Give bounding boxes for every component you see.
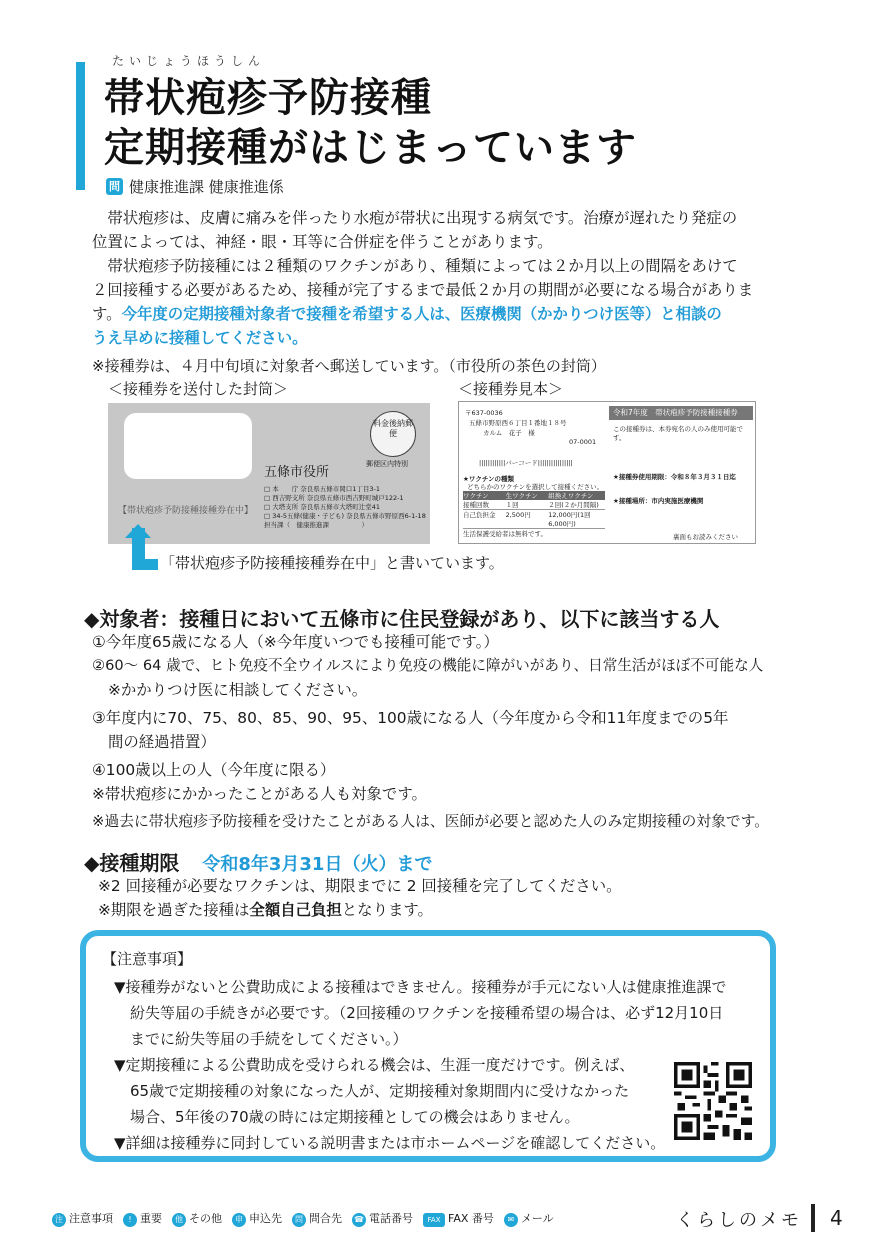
- qr-code-icon[interactable]: [674, 1062, 752, 1140]
- period-note: ※期限を過ぎた接種は全額自己負担となります。: [98, 901, 433, 919]
- intro-line: す。今年度の定期接種対象者で接種を希望する人は、医療機関（かかりつけ医等）と相談の: [92, 305, 722, 323]
- ticket-sample: [458, 401, 756, 544]
- arrow-note: 「帯状疱疹予防接種接種券在中」と書いています。: [160, 554, 504, 572]
- title-accent-bar: [76, 62, 85, 190]
- intro-paragraph: [92, 206, 782, 350]
- envelope-image: [108, 403, 430, 544]
- ticket-kinds: ★ワクチンの種類: [463, 475, 515, 483]
- legend-item: 注 注意事項: [52, 1210, 113, 1227]
- page-title-line1: 帯状疱疹予防接種: [104, 75, 432, 121]
- target-item: ①今年度65歳になる人（※今年度いつでも接種可能です。）: [92, 633, 499, 651]
- ticket-caption: ＜接種券見本＞: [458, 380, 564, 398]
- ticket-place: ★接種場所：市内実施医療機関: [613, 497, 704, 505]
- legend-item: 問 問合先: [292, 1210, 342, 1227]
- intro-line: ２回接種する必要があるため、接種が完了するまで最低２か月の期間が必要になる場合がありま: [92, 281, 754, 299]
- target-item: ④100歳以上の人（今年度に限る）: [92, 761, 336, 779]
- ticket-kinds-note: どちらかのワクチンを選択して接種ください。: [467, 483, 604, 491]
- postage-stamp: 料金後納郵便: [370, 411, 416, 457]
- target-item: ※帯状疱疹にかかったことがある人も対象です。: [92, 785, 427, 803]
- ticket-period: ★接種券使用期限：令和８年３月３１日迄: [613, 473, 736, 481]
- target-item: ②60～ 64 歳で、ヒト免疫不全ウイルスにより免疫の機能に障がいがあり、日常生活がほぼ不可能な人: [92, 657, 764, 674]
- envelope-office: 五條市役所: [264, 465, 330, 480]
- ticket-table: ワクチン 生ワクチン 組換えワクチン 接種回数 １回 ２回(２か月間隔) 自己負担金 2,500円 12,000円(1回 6,000円) 生活保護受給者は無料です。: [463, 491, 605, 538]
- arrow-foot: [132, 559, 158, 570]
- dept-label: 健康推進課 健康推進係: [129, 178, 284, 196]
- inquiry-icon: 問: [106, 178, 123, 195]
- legend-item: 申 申込先: [232, 1210, 282, 1227]
- notice-heading: 【注意事項】: [102, 950, 193, 968]
- title-ruby: たいじょうほうしん: [112, 54, 266, 68]
- contact-dept: [106, 176, 284, 197]
- ticket-back-note: 裏面もお読みください: [673, 533, 738, 541]
- period-note: ※2 回接種が必要なワクチンは、期限までに 2 回接種を完了してください。: [98, 877, 622, 895]
- envelope-inside-message: 【帯状疱疹予防接種接種券在中】: [118, 506, 254, 516]
- page-number: 4: [830, 1206, 843, 1230]
- ticket-name: カルム 花子 様: [483, 429, 535, 437]
- ticket-barcode: ||||||||||||バーコード||||||||||||||||: [479, 459, 573, 467]
- ticket-number: 07-0001: [569, 438, 597, 446]
- ticket-desc: この接種券は、本券宛名の人のみ使用可能です。: [613, 425, 743, 442]
- intro-line: 帯状疱疹予防接種には２種類のワクチンがあり、種類によっては２か月以上の間隔をあけて: [92, 257, 738, 275]
- intro-line: うえ早めに接種してください。: [92, 329, 308, 347]
- period-heading: ◆接種期限 令和8年3月31日（火）まで: [84, 851, 433, 875]
- notice-items: ▼接種券がないと公費助成による接種はできません。接種券が手元にない人は健康推進課で 紛失等届の手続きが必要です。（2回接種のワクチンを接種希望の場合は、必ず12月10日 までに紛失等届の手続をしてください。） ▼定期接種による公費助成を受けられる機会は、生涯一度だけです。例えば、 65歳で定期接種の対象になった人が、定期接種対象期間内に受けなかった 場合、5年後の70歳の時には定期接種としての機会はありません。 ▼詳細は接種券に同封している説明書または市ホームページを確認してください。: [114, 978, 727, 1152]
- target-item: 間の経過措置）: [108, 733, 216, 751]
- period-date: 令和8年3月31日（火）まで: [202, 854, 433, 875]
- envelope-caption: ＜接種券を送付した封筒＞: [108, 380, 289, 398]
- envelope-address: □ 本 庁 奈良県五條市岡口1丁目3-1 □ 西吉野支所 奈良県五條市西吉野町城戸122-1 □ 大塔支所 奈良県五條市大塔町辻堂41 □ 34-5五條(健康・子ども) 奈良県五條市野原西6-1-18 担当課（ 健康推進課 ）: [264, 485, 426, 529]
- legend-item: 他 その他: [172, 1210, 222, 1227]
- target-item: ③年度内に70、75、80、85、90、95、100歳になる人（今年度から令和11年度までの5年: [92, 709, 729, 727]
- postage-sub: 郵便区内特別: [366, 460, 408, 468]
- page-title-line2: 定期接種がはじまっています: [104, 125, 637, 171]
- period-notes: [92, 874, 782, 922]
- ticket-address: 五條市野原西６丁目１番地１８号: [469, 419, 567, 427]
- footer-legend: [52, 1210, 554, 1227]
- intro-line: 位置によっては、神経・眼・耳等に合併症を伴うことがあります。: [92, 233, 553, 251]
- envelope-window: [124, 413, 252, 479]
- page-divider: [811, 1204, 815, 1232]
- mail-note: ※接種券は、４月中旬頃に対象者へ郵送しています。（市役所の茶色の封筒）: [92, 357, 606, 375]
- notice-box: [80, 930, 776, 1162]
- legend-item: ☎ 電話番号: [352, 1210, 413, 1227]
- footer-section-title: くらしのメモ: [676, 1210, 802, 1231]
- legend-item: ✉ メール: [504, 1210, 554, 1227]
- ticket-header: 令和7年度 帯状疱疹予防接種接種券: [609, 406, 753, 420]
- target-heading: ◆対象者：接種日において五條市に住民登録があり、以下に該当する人: [84, 607, 720, 631]
- target-item: ※かかりつけ医に相談してください。: [108, 681, 368, 699]
- intro-line: 帯状疱疹は、皮膚に痛みを伴ったり水疱が帯状に出現する病気です。治療が遅れたり発症の: [92, 209, 738, 227]
- legend-item: ! 重要: [123, 1210, 162, 1227]
- legend-item: FAX FAX 番号: [423, 1210, 494, 1227]
- target-item: ※過去に帯状疱疹予防接種を受けたことがある人は、医師が必要と認めた人のみ定期接種の対象です。: [92, 813, 770, 830]
- ticket-zip: 〒637-0036: [465, 409, 503, 417]
- target-list: [92, 630, 782, 834]
